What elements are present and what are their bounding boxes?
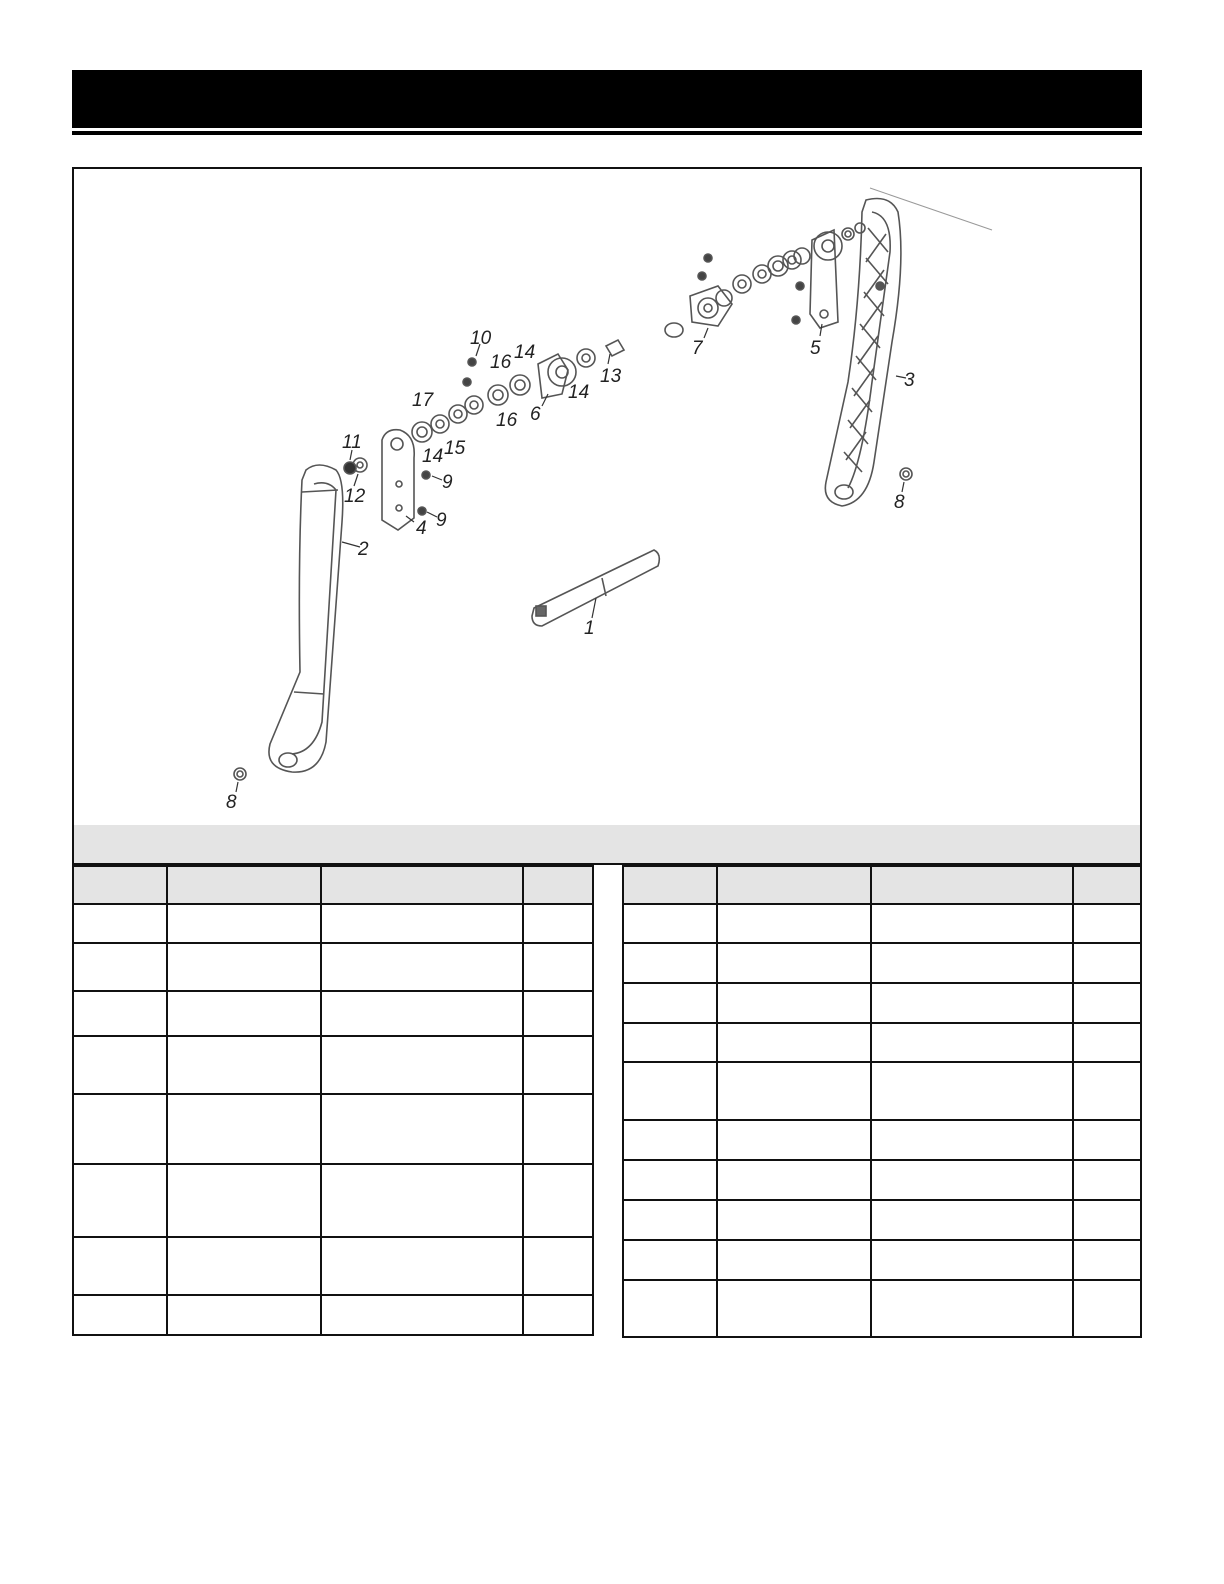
callout-label: 9 xyxy=(442,472,453,493)
header-cell xyxy=(1073,866,1141,904)
callout-label: 16 xyxy=(490,352,512,373)
callout-label: 9 xyxy=(436,510,447,531)
header-bar xyxy=(72,70,1142,128)
table-header-row xyxy=(73,866,593,904)
table-row xyxy=(73,1036,593,1094)
parts-table-right xyxy=(622,865,1142,1338)
table-row xyxy=(623,1240,1141,1280)
callout-label: 16 xyxy=(496,410,518,431)
header-cell xyxy=(717,866,871,904)
table-row xyxy=(623,1160,1141,1200)
table-row xyxy=(623,904,1141,943)
table-row xyxy=(623,1200,1141,1240)
part-13-bolt xyxy=(606,340,624,356)
callout-label: 2 xyxy=(358,539,369,560)
table-row xyxy=(73,904,593,943)
table-row xyxy=(623,1062,1141,1120)
table-row xyxy=(73,1094,593,1164)
table-row xyxy=(623,983,1141,1023)
table-row xyxy=(623,1023,1141,1062)
parts-list-caption-band xyxy=(72,825,1142,865)
header-cell xyxy=(167,866,321,904)
header-cell xyxy=(871,866,1073,904)
callout-label: 6 xyxy=(530,404,541,425)
table-header-row xyxy=(623,866,1141,904)
callout-label: 13 xyxy=(600,366,622,387)
callout-label: 8 xyxy=(226,792,237,813)
diagram-drawing xyxy=(74,169,1140,827)
callout-label: 1 xyxy=(584,618,595,639)
callout-label: 14 xyxy=(422,446,444,467)
callout-label: 3 xyxy=(904,370,915,391)
part-8-nut-right xyxy=(900,468,912,480)
callout-label: 10 xyxy=(470,328,492,349)
table-row xyxy=(73,1164,593,1237)
header-cell xyxy=(523,866,593,904)
callout-labels xyxy=(226,328,915,813)
table-row xyxy=(623,1280,1141,1337)
part-8-nut-left xyxy=(234,768,246,780)
part-4-bracket xyxy=(382,430,414,530)
table-row xyxy=(623,1120,1141,1160)
callout-label: 14 xyxy=(568,382,590,403)
exploded-parts-diagram xyxy=(72,167,1142,829)
part-2-left-handle xyxy=(269,465,343,772)
header-cell xyxy=(73,866,167,904)
table-row xyxy=(73,991,593,1036)
table-row xyxy=(73,1295,593,1335)
table-row xyxy=(623,943,1141,983)
callout-label: 12 xyxy=(344,486,366,507)
header-cell xyxy=(623,866,717,904)
callout-label: 7 xyxy=(692,338,703,359)
parts-table-left xyxy=(72,865,594,1336)
table-row xyxy=(73,1237,593,1295)
callout-label: 14 xyxy=(514,342,536,363)
table-row xyxy=(73,943,593,991)
header-cell xyxy=(321,866,523,904)
callout-label: 15 xyxy=(444,438,466,459)
callout-label: 11 xyxy=(342,432,362,453)
callout-label: 4 xyxy=(416,518,427,539)
callout-label: 17 xyxy=(412,390,434,411)
header-rule xyxy=(72,131,1142,135)
callout-label: 8 xyxy=(894,492,905,513)
callout-label: 5 xyxy=(810,338,821,359)
part-1-shaft xyxy=(532,550,659,626)
